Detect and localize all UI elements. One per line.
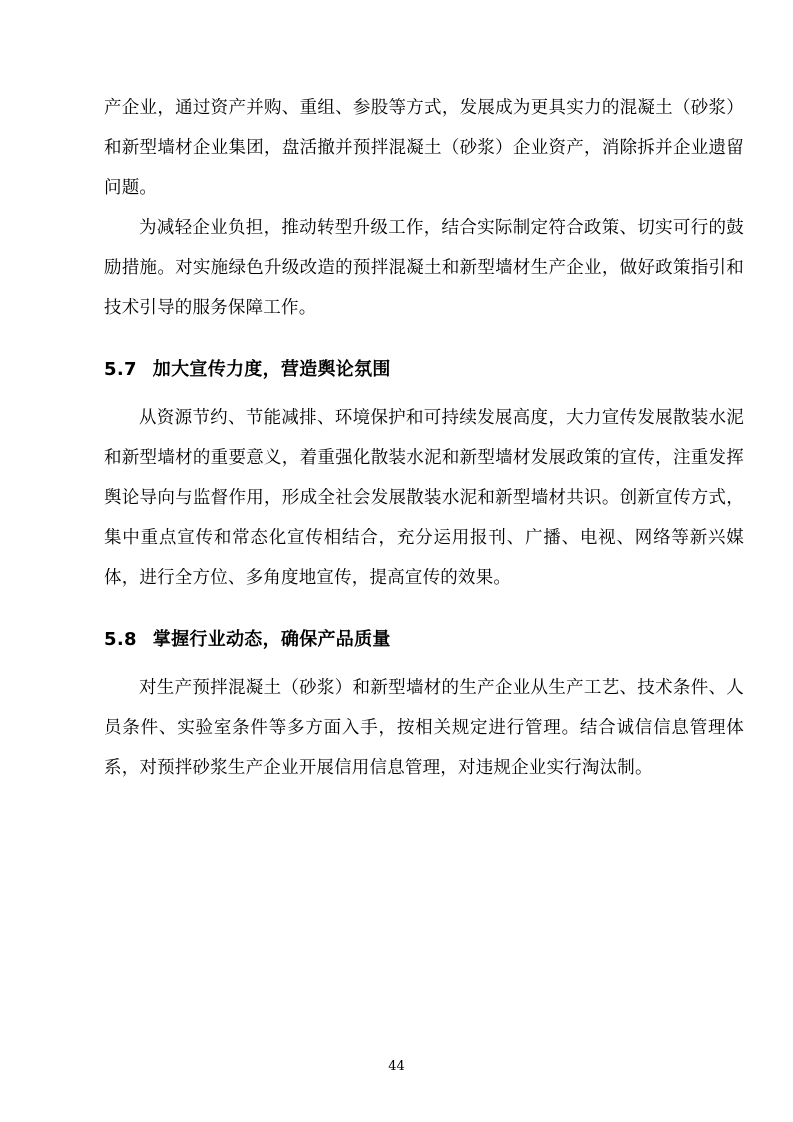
section-5-8-body: 对生产预拌混凝土（砂浆）和新型墙材的生产企业从生产工艺、技术条件、人员条件、实验室条件等多方面入手，按相关规定进行管理。结合诚信信息管理体系，对预拌砂浆生产企业开展信用信息管理，对违规企业实行淘汰制。 xyxy=(104,678,744,778)
section-title: 加大宣传力度，营造舆论氛围 xyxy=(152,359,391,380)
section-heading-5-8 xyxy=(104,620,744,660)
section-title: 掌握行业动态，确保产品质量 xyxy=(152,629,391,650)
section-heading-5-7 xyxy=(104,350,744,390)
section-5-7-body: 从资源节约、节能减排、环境保护和可持续发展高度，大力宣传发展散装水泥和新型墙材的重要意义，着重强化散装水泥和新型墙材发展政策的宣传，注重发挥舆论导向与监督作用，形成全社会发展散装水泥和新型墙材共识。创新宣传方式，集中重点宣传和常态化宣传相结合，充分运用报刊、广播、电视、网络等新兴媒体，进行全方位、多角度地宣传，提高宣传的效果。 xyxy=(104,408,744,588)
page-content xyxy=(104,88,744,788)
page-footer xyxy=(0,1059,793,1074)
section-number: 5.8 xyxy=(104,629,137,650)
section-number: 5.7 xyxy=(104,359,137,380)
paragraph-body: 为减轻企业负担，推动转型升级工作，结合实际制定符合政策、切实可行的鼓励措施。对实施绿色升级改造的预拌混凝土和新型墙材生产企业，做好政策指引和技术引导的服务保障工作。 xyxy=(104,218,744,318)
paragraph-continuation: 产企业，通过资产并购、重组、参股等方式，发展成为更具实力的混凝土（砂浆）和新型墙材企业集团，盘活撤并预拌混凝土（砂浆）企业资产，消除拆并企业遗留问题。 xyxy=(104,98,744,198)
page-number: 44 xyxy=(388,1059,405,1074)
